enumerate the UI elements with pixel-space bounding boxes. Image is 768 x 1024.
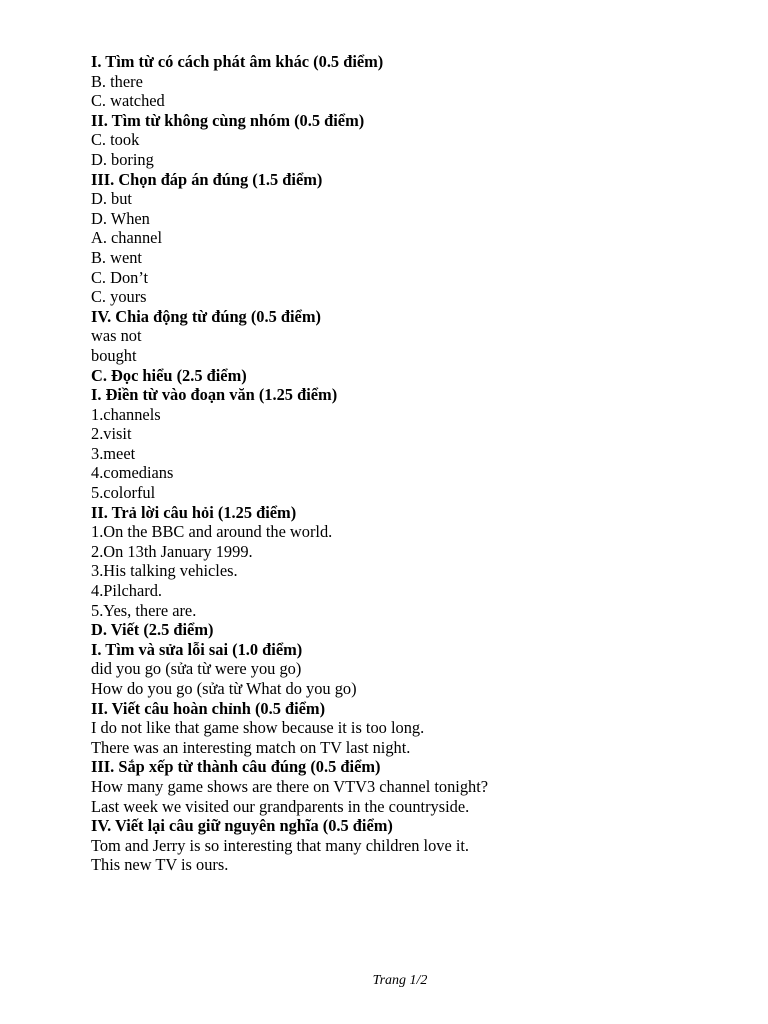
answer-line: bought <box>91 345 137 365</box>
answer-line: How do you go (sửa từ What do you go) <box>91 679 357 698</box>
answer-line: 3.His talking vehicles. <box>91 561 238 581</box>
answer-line: D. boring <box>91 149 154 169</box>
answer-line: A. channel <box>91 228 162 248</box>
answer-line: How many game shows are there on VTV3 channel tonight? <box>91 776 489 796</box>
answer-line: 2.On 13th January 1999. <box>91 541 253 561</box>
answer-line: There was an interesting match on TV last night. <box>91 737 411 757</box>
section-heading: D. Viết (2.5 điểm) <box>91 620 214 640</box>
answer-line: 5.Yes, there are. <box>91 600 197 620</box>
section-heading: I. Tìm và sửa lỗi sai (1.0 điểm) <box>91 639 303 659</box>
answer-line: Last week we visited our grandparents in the countryside. <box>91 796 470 816</box>
answer-line: 5.colorful <box>91 483 156 503</box>
answer-line: D. When <box>91 208 150 228</box>
answer-line: 3.meet <box>91 443 136 463</box>
section-heading: C. Đọc hiểu (2.5 điểm) <box>91 365 247 385</box>
answer-line: C. watched <box>91 91 165 111</box>
page-number-footer: Trang 1/2 <box>372 973 428 988</box>
answer-line: C. Don’t <box>91 267 149 287</box>
section-heading: IV. Chia động từ đúng (0.5 điểm) <box>91 306 321 326</box>
answer-line: 2.visit <box>91 424 132 444</box>
answer-line: did you go (sửa từ were you go) <box>91 659 302 679</box>
section-heading: IV. Viết lại câu giữ nguyên nghĩa (0.5 điểm) <box>91 816 393 836</box>
section-heading: I. Điền từ vào đoạn văn (1.25 điểm) <box>91 385 338 405</box>
section-heading: I. Tìm từ có cách phát âm khác (0.5 điểm) <box>91 52 384 71</box>
answer-line: B. went <box>91 247 142 267</box>
answer-line: 4.comedians <box>91 463 174 483</box>
section-heading: III. Chọn đáp án đúng (1.5 điểm) <box>91 169 323 189</box>
section-heading: II. Trả lời câu hỏi (1.25 điểm) <box>91 502 297 522</box>
answer-line: C. took <box>91 130 140 150</box>
answer-line: I do not like that game show because it is too long. <box>91 718 425 738</box>
answer-line: 1.channels <box>91 404 161 424</box>
answer-line: C. yours <box>91 287 147 307</box>
answer-key-content <box>91 52 711 875</box>
answer-line: D. but <box>91 189 132 209</box>
section-heading: II. Viết câu hoàn chỉnh (0.5 điểm) <box>91 698 326 718</box>
answer-line: was not <box>91 326 142 346</box>
answer-line: This new TV is ours. <box>91 855 229 875</box>
answer-line: Tom and Jerry is so interesting that many children love it. <box>91 835 470 855</box>
answer-line: B. there <box>91 71 143 91</box>
answer-line: 4.Pilchard. <box>91 581 163 601</box>
answer-line: 1.On the BBC and around the world. <box>91 522 333 542</box>
section-heading: II. Tìm từ không cùng nhóm (0.5 điểm) <box>91 110 365 130</box>
section-heading: III. Sắp xếp từ thành câu đúng (0.5 điểm) <box>91 757 381 777</box>
